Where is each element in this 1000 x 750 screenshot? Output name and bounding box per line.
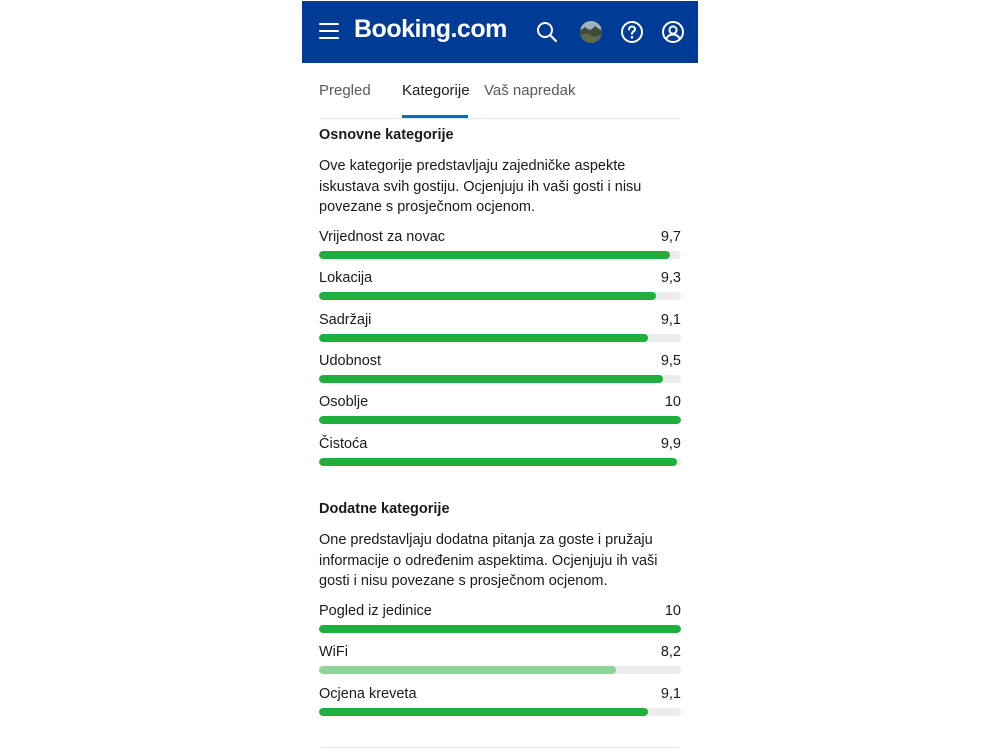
score-bar-fill (319, 375, 663, 383)
phone-screen (302, 0, 698, 750)
tab-kategorije[interactable]: Kategorije (402, 82, 470, 99)
score-bar-track (319, 292, 681, 300)
category-label: WiFi (319, 644, 348, 661)
avatar[interactable] (579, 20, 603, 44)
category-score: 9,5 (660, 352, 681, 369)
additional-categories-description: One predstavljaju dodatna pitanja za goste i pružaju informacije o određenim aspektima. Ocjenjuju ih vaši gosti i nisu povezane s prosječnom ocjenom. (319, 532, 658, 589)
score-bar-fill (319, 625, 681, 633)
category-score: 9,1 (660, 685, 681, 702)
score-bar-fill (319, 458, 677, 466)
category-label: Osoblje (319, 394, 369, 411)
tab-bar (319, 63, 681, 119)
score-bar-track (319, 251, 681, 259)
category-label: Udobnost (319, 352, 382, 369)
category-score: 9,9 (660, 435, 681, 452)
category-row (319, 436, 681, 476)
category-score: 9,7 (660, 229, 681, 245)
category-label: Ocjena kreveta (319, 685, 417, 702)
category-row (319, 603, 681, 643)
core-categories-description: Ove kategorije predstavljaju zajedničke aspekte iskustava svih gostiju. Ocjenjuju ih vaši gosti i nisu povezane s prosječnom ocjenom. (319, 158, 642, 215)
score-bar-fill (319, 334, 648, 342)
score-bar-fill (319, 251, 670, 259)
top-app-bar (302, 1, 698, 63)
category-row (319, 394, 681, 434)
category-score: 10 (664, 603, 681, 619)
category-score: 9,1 (660, 311, 681, 328)
divider (322, 747, 678, 748)
category-row (319, 644, 681, 684)
help-icon[interactable] (620, 20, 644, 44)
booking-logo[interactable]: Booking.com (354, 15, 507, 43)
score-bar-fill (319, 708, 648, 716)
category-label: Pogled iz jedinice (319, 603, 432, 619)
additional-categories-title: Dodatne kategorije (319, 501, 450, 517)
score-bar-track (319, 666, 681, 674)
category-score: 8,2 (660, 644, 681, 661)
score-bar-track (319, 458, 681, 466)
score-bar-track (319, 375, 681, 383)
category-row (319, 686, 681, 726)
category-row (319, 229, 681, 269)
menu-icon[interactable] (319, 23, 339, 41)
category-label: Sadržaji (319, 311, 372, 328)
account-icon[interactable] (661, 20, 685, 44)
score-bar-fill (319, 292, 656, 300)
category-row (319, 270, 681, 310)
core-categories-title: Osnovne kategorije (319, 127, 454, 143)
search-icon[interactable] (535, 20, 559, 44)
category-score: 9,3 (660, 270, 681, 287)
score-bar-fill (319, 666, 616, 674)
score-bar-fill (319, 416, 681, 424)
category-row (319, 353, 681, 393)
category-row (319, 312, 681, 352)
score-bar-track (319, 625, 681, 633)
score-bar-track (319, 708, 681, 716)
score-bar-track (319, 416, 681, 424)
category-label: Lokacija (319, 270, 373, 287)
active-tab-indicator (402, 115, 468, 118)
tab-vas-napredak[interactable]: Vaš napredak (484, 82, 576, 99)
tab-pregled[interactable]: Pregled (319, 82, 371, 99)
category-label: Čistoća (319, 435, 368, 452)
score-bar-track (319, 334, 681, 342)
category-label: Vrijednost za novac (319, 229, 446, 245)
category-score: 10 (664, 394, 681, 411)
